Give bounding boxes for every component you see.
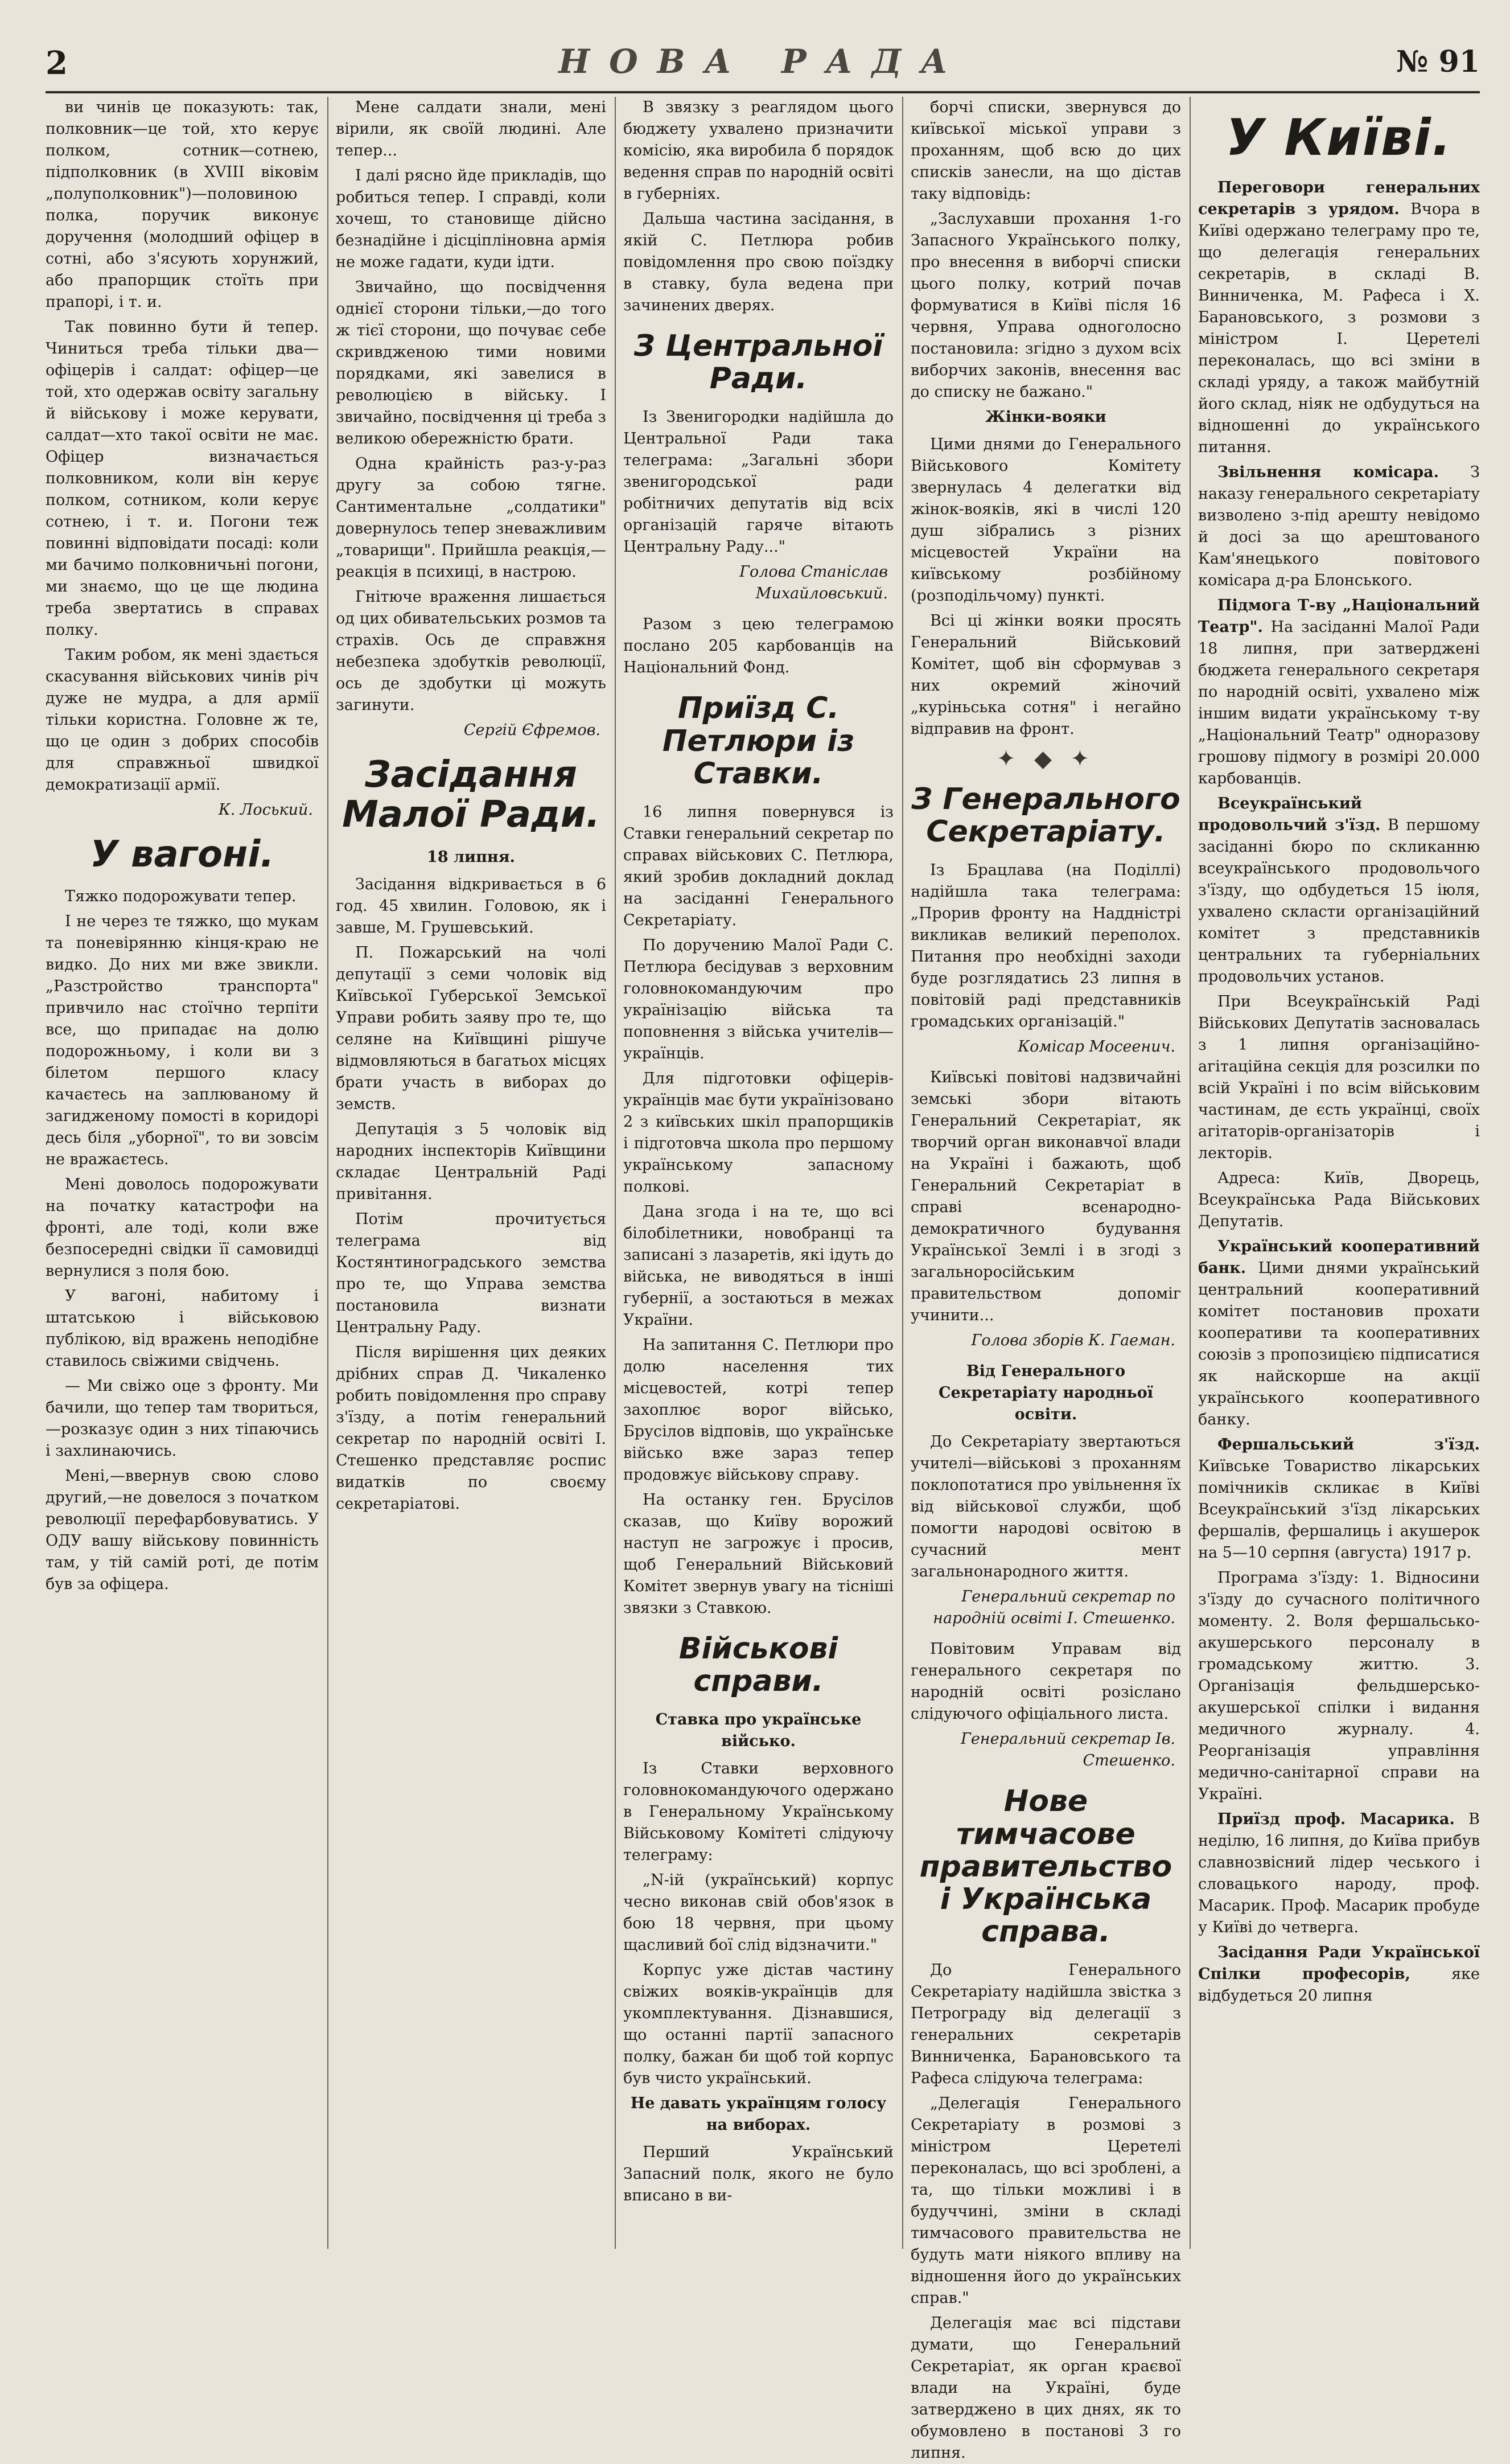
- author-signature: К. Лоський.: [218, 801, 313, 819]
- article-paragraph: Цими днями до Генерального Військового Комітету звернулась 4 делегатки від жінок-вояків, які в числі 120 душ зібрались з різних місцевостей України на київському розбійному (розподільчому) пункті.: [911, 436, 1181, 605]
- paper-title: НОВА РАДА: [558, 42, 967, 81]
- column-5: [1198, 97, 1480, 2254]
- article-paragraph: Із Ставки верховного головнокомандуючого одержано в Генеральному Українському Військовому Комітеті слідуючу телеграму:: [623, 1760, 894, 1865]
- article-paragraph: Таким робом, як мені здається скасування військових чинів річ дуже не мудра, а для армії тільки користна. Головне ж те, що це один з добрих способів для справжньої швидкої демократизації армії.: [46, 646, 319, 794]
- article-paragraph: Із Брацлава (на Поділлі) надійшла така телеграма: „Прорив фронту на Наддністрі викликав великий переполох. Питання про необхідні заходи буде розглядатись 23 липня в повітовій раді представників громадських організацій.": [911, 861, 1181, 1031]
- article-paragraph: П. Пожарський на чолі депутації з семи чоловік від Київської Губерської Земської Управи робить заяву про те, що селяне на Київщині рішуче відмовляються в багатьох місцях брати участь в виборах до земств.: [336, 943, 606, 1113]
- news-item-text: В першому засіданні бюро по скликанню всеукраїнського продовольчого з'їзду, що одбудеться 15 іюля, ухвалено скласти організаційний комітет з представників центральних та губерніальних продовольчих установ.: [1198, 816, 1480, 985]
- masthead: [46, 40, 1480, 93]
- headline-generalnogo-sekretariatu: З Генерального Секретаріату.: [911, 782, 1180, 849]
- news-item-head: Засідання Ради Української Спілки професорів,: [1198, 1943, 1480, 1983]
- column-rule: [615, 97, 616, 2249]
- headline-u-kyivi: У Київі.: [1225, 108, 1453, 167]
- article-paragraph: На запитання С. Петлюри про долю населення тих місцевостей, котрі тепер захоплює ворог військо, Брусілов відповів, що українське військо вже зараз тепер продовжує військову справу.: [623, 1336, 894, 1484]
- article-paragraph: Потім прочитується телеграма від Костянтиноградського земства про те, що Управа земства постановила визнати Центральну Раду.: [336, 1210, 606, 1336]
- column-rule: [902, 97, 903, 2249]
- headline-mala-rada: Засідання Малої Ради.: [342, 754, 600, 836]
- article-paragraph: Разом з цею телеграмою послано 205 карбованців на Національний Фонд.: [623, 615, 894, 677]
- headline-viiskovi-spravy: Військові справи.: [678, 1631, 838, 1699]
- news-item-head: Фершальський з'їзд.: [1217, 1435, 1480, 1453]
- ornament-divider: ✦ ◆ ✦: [996, 746, 1096, 772]
- article-paragraph: Гнітюче враження лишається од цих обивательських розмов та страхів. Ось де справжня небезпека здобутків революції, ось де здобутки ці можуть загинути.: [336, 588, 606, 714]
- news-item-text: В неділю, 16 липня, до Київа прибув славнозвісний лідер чеського і словацького народу, проф. Масарик. Проф. Масарик пробуде у Київі до четверга.: [1198, 1810, 1480, 1936]
- article-paragraph: На останку ген. Брусілов сказав, що Київу ворожий наступ не загрожує і просив, щоб Генеральний Військовий Комітет звернув увагу на тісніші звязки з Ставкою.: [623, 1490, 894, 1617]
- article-paragraph: І далі рясно йде прикладів, що робиться тепер. І справді, коли хочеш, то становище дійсно безнадійне і дісціпліновна армія не може гадати, куди ідти.: [336, 167, 606, 271]
- subheadline: Ставка про українське військо.: [655, 1711, 862, 1751]
- news-item-head: Звільнення комісара.: [1217, 463, 1439, 481]
- article-paragraph: Депутація з 5 чоловік від народних інспекторів Київщини складає Центральній Раді привітання.: [336, 1120, 606, 1203]
- news-item: [1198, 1809, 1480, 1939]
- article-paragraph: Після вирішення цих деяких дрібних справ Д. Чикаленко робить повідомлення про справу з'їзду, а потім генеральний секретар по народній освіті І. Стешенко представляє роспис видатків по своєму секретаріатові.: [336, 1343, 606, 1513]
- author-signature: Голова зборів К. Гаеман.: [971, 1332, 1175, 1350]
- article-paragraph: 16 липня повернувся із Ставки генеральний секретар по справах військових С. Петлюра, який зробив докладний доклад на засіданні Генерального Секретаріату.: [623, 803, 894, 929]
- article-paragraph: Київські повітові надзвичайні земські збори вітають Генеральний Секретаріат, як творчий орган виконавчої влади на Україні і бажають, щоб Генеральний Секретаріат в справі всенародно-демократичного будування Української Землі і в згоді з загальноросійським правительством допоміг учинити...: [911, 1069, 1181, 1325]
- article-paragraph: Мені доволось подорожувати на початку катастрофи на фронті, але тоді, коли вже безпосередні свідки її самовидці вернулися з поля бою.: [46, 1176, 319, 1280]
- article-paragraph: борчі списки, звернувся до київської міської управи з проханням, щоб всю до цих списків занесли, на що дістав таку відповідь:: [911, 98, 1181, 203]
- column-1: [46, 97, 319, 2254]
- article-paragraph: Мене салдати знали, мені вірили, як своїй людині. Але тепер...: [336, 98, 606, 159]
- column-rule: [327, 97, 328, 2249]
- news-item-head: Підмога Т-ву „Національний Театр".: [1198, 596, 1480, 636]
- column-2: [336, 97, 606, 2254]
- news-item-text: Вчора в Київі одержано телеграму про те, що делегація генеральних секретарів, в складі В. Винниченка, М. Рафеса і Х. Барановського, з розмови з міністром І. Церетелі переконалась, що всі зміни в складі уряду, а також майбутній його склад, ніяк не одбудуться на відношенні до українського питання.: [1198, 200, 1480, 456]
- article-paragraph: Дальша частина засідання, в якій С. Петлюра робив повідомлення про свою поїздку в ставку, була ведена при зачинених дверях.: [623, 210, 894, 314]
- article-paragraph: „Делегація Генерального Секретаріату в розмові з міністром Церетелі переконалась, що всі зроблені, а та, що тільки можливі і в будуччині, зміни в складі тимчасового правительства не будуть мати ніякого впливу на відношення його до українських справ.": [911, 2095, 1181, 2307]
- news-item-text: яке відбудеться 20 липня: [1198, 1965, 1480, 2005]
- article-paragraph: Дана згода і на те, що всі білобілетники, новобранці та записані з лазаретів, які ідуть до війська, не виводяться в інші губернії, а зостаються в межах України.: [623, 1202, 894, 1329]
- article-paragraph: Корпус уже дістав частину свіжих вояків-українців для укомплектування. Дізнавшися, що останні партії запасного полку, бажан би щоб той корпус був чисто український.: [623, 1961, 894, 2088]
- article-paragraph: Повітовим Управам від генерального секретаря по народній освіті розіслано слідуючого офіціального листа.: [911, 1640, 1181, 1723]
- article-paragraph: — Ми свіжо оце з фронту. Ми бачили, що тепер там твориться,—розказує один з них тіпаючись і захлинаючись.: [46, 1377, 319, 1460]
- article-paragraph: Тяжко подорожувати тепер.: [65, 888, 297, 906]
- page-number: 2: [46, 44, 68, 82]
- news-item-head: Український кооперативний банк.: [1198, 1237, 1480, 1277]
- column-rule: [1190, 97, 1191, 2249]
- author-signature: Комісар Мосеенич.: [1018, 1038, 1175, 1056]
- news-item-head: Приїзд проф. Масарика.: [1217, 1810, 1455, 1828]
- article-paragraph: Для підготовки офіцерів-українців має бути українізовано 2 з київських шкіл прапорщиків і підготовча школа про першому українському запасному полкові.: [623, 1069, 894, 1196]
- author-signature: Генеральний секретар по народній освіті І. Стешенко.: [933, 1588, 1175, 1628]
- author-signature: Голова Станіслав Михайловський.: [739, 563, 888, 603]
- article-paragraph: Одна крайність раз-у-раз другу за собою тягне. Сантиментальне „солдатики" довернулось тепер зневажливим „товарищи". Прийшла реакція,—реакція в психиці, в настрою.: [336, 455, 606, 581]
- news-item: [1198, 462, 1480, 592]
- article-paragraph: У вагоні, набитому і штатською і військовою публікою, від вражень неподібне ставилось свіжими свідчень.: [46, 1287, 319, 1370]
- news-item-text: Цими днями український центральний кооперативний комітет постановив прохати кооперативи та кооперативних союзів з пропозицією підписатися як найскорше на акції українського кооперативного банку.: [1198, 1259, 1480, 1428]
- article-paragraph: По доручению Малої Ради С. Петлюра бесідував з верховним головнокомандуючим про українізацію війська та поповнення з війська учителів—українців.: [623, 936, 894, 1062]
- news-item: [1198, 1236, 1480, 1431]
- article-paragraph: ви чинів це показують: так, полковник—це той, хто керує полком, сотник—сотнею, підполковник (в XVIII віковім „полуполковник")—половиною полка, поручик виконує доручення (молодший офіцер в сотні, або з'ясують хорунжий, або прапорщик стоїть при прапорі, і т. и.: [46, 98, 319, 311]
- article-paragraph: Звичайно, що посвідчення однієї сторони тільки,—до того ж тієї сторони, що почуває себе скривдженою тими новими порядками, які завелися в революцією в війську. І звичайно, посвідчення ці треба з великою обережністю брати.: [336, 278, 606, 447]
- author-signature: Генеральний секретар Ів. Стешенко.: [960, 1730, 1175, 1770]
- news-item-head: Всеукраїнський продовольчий з'їзд.: [1198, 794, 1381, 834]
- article-paragraph: „N-ій (український) корпус чесно виконав свій обов'язок в бою 18 червня, при цьому щасливий бої слід відзначити.": [623, 1871, 894, 1954]
- subheadline: Жінки-вояки: [985, 408, 1106, 426]
- news-item-head: Переговори генеральних секретарів з урядом.: [1198, 178, 1480, 218]
- article-paragraph: Так повинно бути й тепер. Чиниться треба тільки два—офіцерів і салдат: офіцер—це той, хто одержав освіту загальну й військову і може керувати, салдат—хто такої освіти не має. Офіцер визначається полковником, коли він керує полком, сотником, коли керує сотнею, і т. и. Погони теж повинні відповідати посаді: коли ми бачимо полковничьні погони, ми знаємо, що це ще людина треба звертатись в справах полку.: [46, 318, 319, 639]
- headline-pryizd-petliury: Приїзд С. Петлюри із Ставки.: [662, 691, 855, 791]
- news-item-text: З наказу генерального секретаріату визволено з-під арешту невідомо й досі за що арештованого Кам'янецького повітового комісара д-ра Блонського.: [1198, 463, 1480, 589]
- dateline: 18 липня.: [427, 848, 515, 866]
- article-paragraph: І не через те тяжко, що мукам та поневірянню кінця-краю не видко. До них ми вже звикли. „Разстройство транспорта" привчило нас стоїчно терпіти все, що припадає на долю подорожньому, і коли ви з білетом першого класу качаєтесь на заплюваному й загидженому помості в коридорі десь біля „уборної", то ви зовсім не вражаєтесь.: [46, 913, 319, 1169]
- news-item: [1198, 177, 1480, 458]
- news-item: Програма з'їзду: 1. Відносини з'їзду до сучасного політичного моменту. 2. Воля фершальсько-акушерського персоналу в громадському життю. 3. Організація фельдшерсько-акушерської спілки і видання медичного журналу. 4. Реорганізація управління медично-санітарної справи на Україні.: [1198, 1568, 1480, 1803]
- article-paragraph: Із Звенигородки надійшла до Центральної Ради така телеграма: „Загальні збори звенигородської ради робітничих депутатів від всіх організацій гаряче вітають Центральну Раду...": [623, 408, 894, 556]
- article-paragraph: В звязку з реаглядом цього бюджету ухвалено призначити комісію, яка виробила б порядок ведення справ по народній освіті в губерніях.: [623, 98, 894, 203]
- article-paragraph: Мені,—ввернув свою слово другий,—не довелося з початком революції перефарбовуватись. У ОДУ вашу військову повинність там, у тій самій роті, де потім був за офіцера.: [46, 1467, 319, 1594]
- article-paragraph: Делегація має всі підстави думати, що Генеральний Секретаріат, як орган краєвої влади на Україні, буде затверджено в цих днях, як то обумовлено в постанові 3 го липня.: [911, 2314, 1181, 2462]
- article-paragraph: Засідання відкривається в 6 год. 45 хвилин. Головою, як і завше, М. Грушевський.: [336, 875, 606, 937]
- article-paragraph: До Секретаріату звертаються учителі—військові з проханням поклопотатися про увільнення їх від військової служби, щоб помогти народові освітою в сучасний мент загальнонародного життя.: [911, 1433, 1181, 1581]
- subheadline: Не давать українцям голосу на виборах.: [630, 2095, 887, 2134]
- column-4: [911, 97, 1181, 2462]
- news-item: При Всеукраїнській Раді Військових Депутатів засновалась з 1 липня організаційно-агітаційна секція для розсилки по всій Україні і по всім військовим частинам, де єсть українці, своїх агітаторів-організаторів і лекторів.: [1198, 992, 1480, 1162]
- news-item: [1198, 1942, 1480, 2007]
- article-paragraph: „Заслухавши прохання 1-го Запасного Українського полку, про внесення в виборчі списки цього полку, котрий почав формуватися в Київі після 16 червня, Управа одноголосно постановила: згідно з духом всіх виборчих законів, внесення вас до списку не бажано.": [911, 210, 1181, 401]
- article-paragraph: Всі ці жінки вояки просять Генеральний Військовий Комітет, щоб він сформував з них окремий жіночий „куріньська сотня" і негайно відправив на фронт.: [911, 612, 1181, 738]
- subheadline: Від Генерального Секретаріату народньої освіти.: [939, 1362, 1153, 1424]
- news-item-text: На засіданні Малої Ради 18 липня, при затверджені бюджета генерального секретаря по народній освіті, ухвалено між іншим видати українському т-ву „Національний Театр" одноразову грошову підмогу в розмірі 20.000 карбованців.: [1198, 618, 1480, 787]
- headline-nove-pravytelstvo: Нове тимчасове правительство і Українська справа.: [919, 1784, 1172, 1949]
- issue-number: № 91: [1396, 44, 1480, 79]
- news-item: [1198, 1434, 1480, 1564]
- article-paragraph: До Генерального Секретаріату надійшла звістка з Петрограду від делегації з генеральних секретарів Винниченка, Барановського та Рафеса слідуюча телеграма:: [911, 1961, 1181, 2088]
- article-paragraph: Перший Український Запасний полк, якого не було вписано в ви-: [623, 2143, 894, 2205]
- news-item: [1198, 793, 1480, 988]
- news-item-text: Київське Товариство лікарських помічників скликає в Київі Всеукраїнський з'їзд лікарських фершалів, фершалиць і акушерок на 5—10 серпня (августа) 1917 р.: [1198, 1457, 1480, 1562]
- news-item: [1198, 595, 1480, 790]
- news-item: Адреса: Київ, Дворець, Всеукраїнська Рада Військових Депутатів.: [1198, 1169, 1480, 1230]
- headline-u-vagoni: У вагоні.: [90, 833, 274, 876]
- author-signature: Сергій Єфремов.: [463, 721, 600, 739]
- headline-centralnoi-rady: З Центральної Ради.: [633, 329, 883, 396]
- column-3: [623, 97, 894, 2254]
